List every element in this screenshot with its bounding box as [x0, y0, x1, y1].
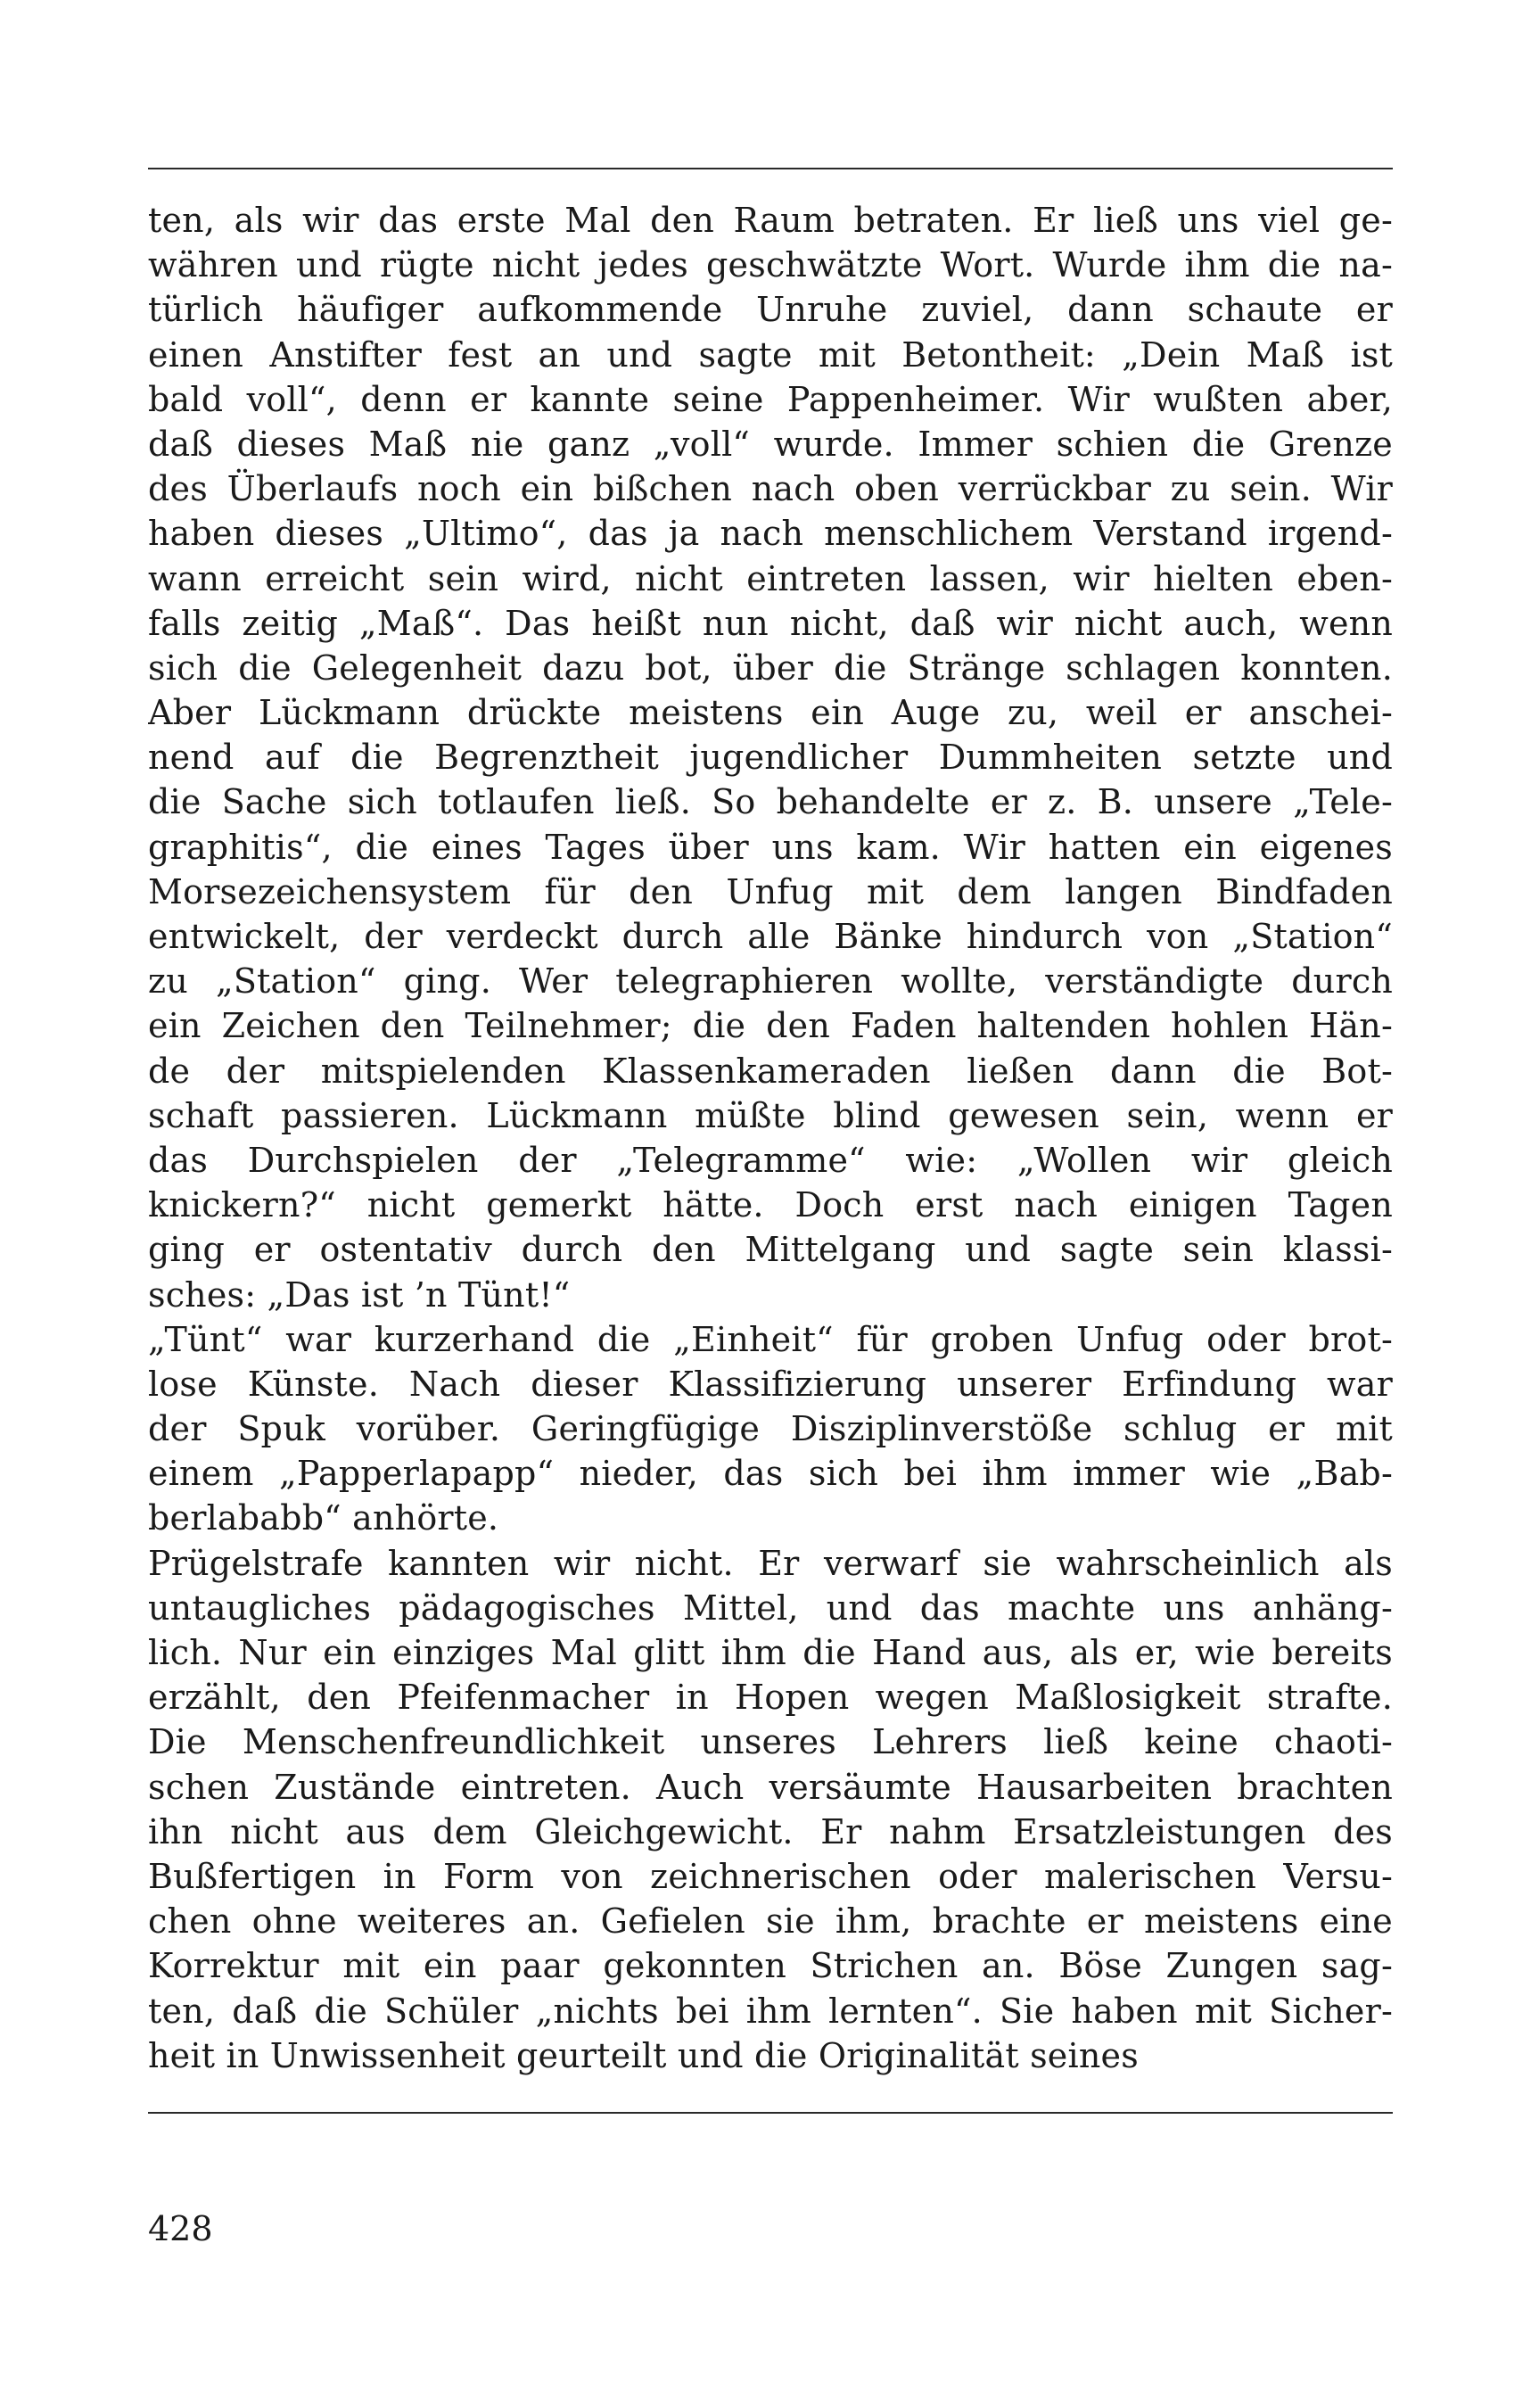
body-text	[148, 198, 1393, 2078]
text-line: bald voll“, denn er kannte seine Pappenheimer. Wir wußten aber,	[148, 379, 1393, 419]
text-line: sches: „Das ist ’n Tünt!“	[148, 1274, 571, 1315]
text-line: einen Anstifter fest an und sagte mit Betontheit: „Dein Maß ist	[148, 334, 1393, 375]
text-line: des Überlaufs noch ein bißchen nach oben verrückbar zu sein. Wir	[148, 469, 1393, 509]
text-line: lich. Nur ein einziges Mal glitt ihm die Hand aus, als er, wie bereits	[148, 1633, 1393, 1672]
text-line: knickern?“ nicht gemerkt hätte. Doch erst nach einigen Tagen	[148, 1185, 1393, 1225]
text-line: Bußfertigen in Form von zeichnerischen oder malerischen Versu-	[148, 1856, 1393, 1896]
text-line: ihn nicht aus dem Gleichgewicht. Er nahm Ersatzleistungen des	[148, 1811, 1393, 1851]
text-line: Morsezeichensystem für den Unfug mit dem langen Bindfaden	[148, 871, 1393, 911]
text-line: schaft passieren. Lückmann müßte blind gewesen sein, wenn er	[148, 1095, 1393, 1135]
text-line: Korrektur mit ein paar gekonnten Strichen an. Böse Zungen sag-	[148, 1946, 1393, 1986]
text-line: erzählt, den Pfeifenmacher in Hopen wegen Maßlosigkeit strafte.	[148, 1678, 1393, 1718]
text-line: Die Menschenfreundlichkeit unseres Lehrers ließ keine chaoti-	[148, 1722, 1393, 1762]
text-line: nend auf die Begrenztheit jugendlicher Dummheiten setzte und	[148, 738, 1393, 778]
text-line: daß dieses Maß nie ganz „voll“ wurde. Immer schien die Grenze	[148, 424, 1393, 464]
text-line: sich die Gelegenheit dazu bot, über die Stränge schlagen konnten.	[148, 647, 1393, 688]
text-line: das Durchspielen der „Telegramme“ wie: „Wollen wir gleich	[148, 1140, 1393, 1180]
text-line: heit in Unwissenheit geurteilt und die Originalität seines	[148, 2035, 1139, 2075]
text-line: Prügelstrafe kannten wir nicht. Er verwarf sie wahrscheinlich als	[148, 1543, 1393, 1583]
top-rule	[148, 168, 1393, 169]
text-line: ging er ostentativ durch den Mittelgang und sagte sein klassi-	[148, 1230, 1393, 1270]
bottom-rule	[148, 2112, 1393, 2114]
text-line: berlababb“ anhörte.	[148, 1498, 499, 1538]
page-number: 428	[148, 2209, 213, 2248]
text-line: ten, als wir das erste Mal den Raum betraten. Er ließ uns viel ge-	[148, 201, 1393, 240]
text-line: ein Zeichen den Teilnehmer; die den Faden haltenden hohlen Hän-	[148, 1006, 1393, 1046]
text-line: der Spuk vorüber. Geringfügige Disziplinverstöße schlug er mit	[148, 1409, 1393, 1449]
text-line: währen und rügte nicht jedes geschwätzte Wort. Wurde ihm die na-	[148, 245, 1393, 285]
text-line: die Sache sich totlaufen ließ. So behandelte er z. B. unsere „Tele-	[148, 782, 1393, 822]
text-line: einem „Papperlapapp“ nieder, das sich bei ihm immer wie „Bab-	[148, 1454, 1393, 1494]
text-line: lose Künste. Nach dieser Klassifizierung unserer Erfindung war	[148, 1364, 1393, 1404]
text-line: falls zeitig „Maß“. Das heißt nun nicht, daß wir nicht auch, wenn	[148, 603, 1393, 643]
text-line: chen ohne weiteres an. Gefielen sie ihm, brachte er meistens eine	[148, 1901, 1393, 1942]
text-line: Aber Lückmann drückte meistens ein Auge zu, weil er anschei-	[148, 693, 1393, 733]
text-line: entwickelt, der verdeckt durch alle Bänke hindurch von „Station“	[148, 917, 1393, 956]
text-line: untaugliches pädagogisches Mittel, und das machte uns anhäng-	[148, 1587, 1393, 1628]
text-line: ten, daß die Schüler „nichts bei ihm lernten“. Sie haben mit Sicher-	[148, 1991, 1393, 2031]
text-line: wann erreicht sein wird, nicht eintreten lassen, wir hielten eben-	[148, 558, 1393, 598]
text-line: de der mitspielenden Klassenkameraden ließen dann die Bot-	[148, 1051, 1393, 1091]
text-line: schen Zustände eintreten. Auch versäumte Hausarbeiten brachten	[148, 1767, 1393, 1807]
text-line: türlich häufiger aufkommende Unruhe zuviel, dann schaute er	[148, 290, 1393, 330]
text-line: zu „Station“ ging. Wer telegraphieren wollte, verständigte durch	[148, 961, 1393, 1002]
text-line: graphitis“, die eines Tages über uns kam. Wir hatten ein eigenes	[148, 827, 1393, 867]
text-line: „Tünt“ war kurzerhand die „Einheit“ für groben Unfug oder brot-	[148, 1319, 1393, 1359]
text-line: haben dieses „Ultimo“, das ja nach menschlichem Verstand irgend-	[148, 514, 1393, 554]
